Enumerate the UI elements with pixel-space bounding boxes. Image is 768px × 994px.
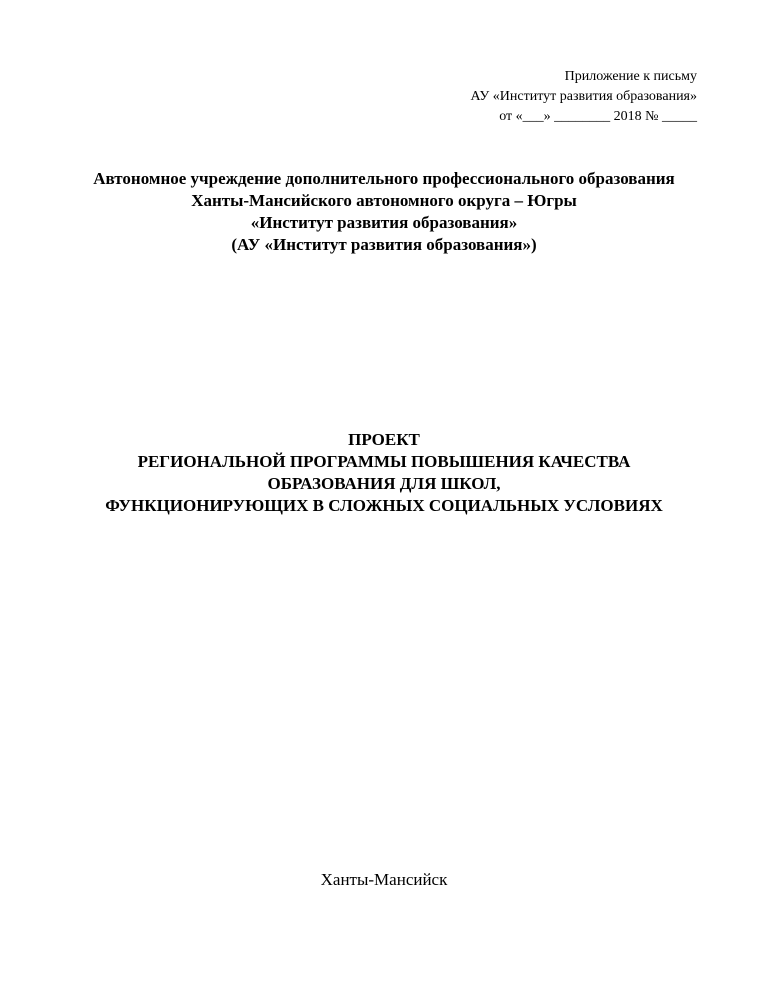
organization-header [0, 168, 768, 256]
organization-line-3: «Институт развития образования» [250, 213, 518, 232]
title-line-2: РЕГИОНАЛЬНОЙ ПРОГРАММЫ ПОВЫШЕНИЯ КАЧЕСТВА [137, 452, 631, 471]
title-line-4: ФУНКЦИОНИРУЮЩИХ В СЛОЖНЫХ СОЦИАЛЬНЫХ УСЛОВИЯХ [105, 496, 663, 515]
attachment-note [470, 67, 697, 127]
document-title [0, 429, 768, 517]
title-line-3: ОБРАЗОВАНИЯ ДЛЯ ШКОЛ, [267, 474, 501, 493]
organization-line-4: (АУ «Институт развития образования») [231, 235, 537, 254]
attachment-line-2: АУ «Институт развития образования» [470, 89, 697, 104]
city-footer: Ханты-Мансийск [320, 870, 448, 889]
attachment-line-3: от «___» ________ 2018 № _____ [499, 109, 697, 124]
organization-line-2: Ханты-Мансийского автономного округа – Югры [191, 191, 577, 210]
attachment-line-1: Приложение к письму [564, 69, 697, 84]
title-line-1: ПРОЕКТ [348, 430, 420, 449]
organization-line-1: Автономное учреждение дополнительного профессионального образования [93, 169, 675, 188]
